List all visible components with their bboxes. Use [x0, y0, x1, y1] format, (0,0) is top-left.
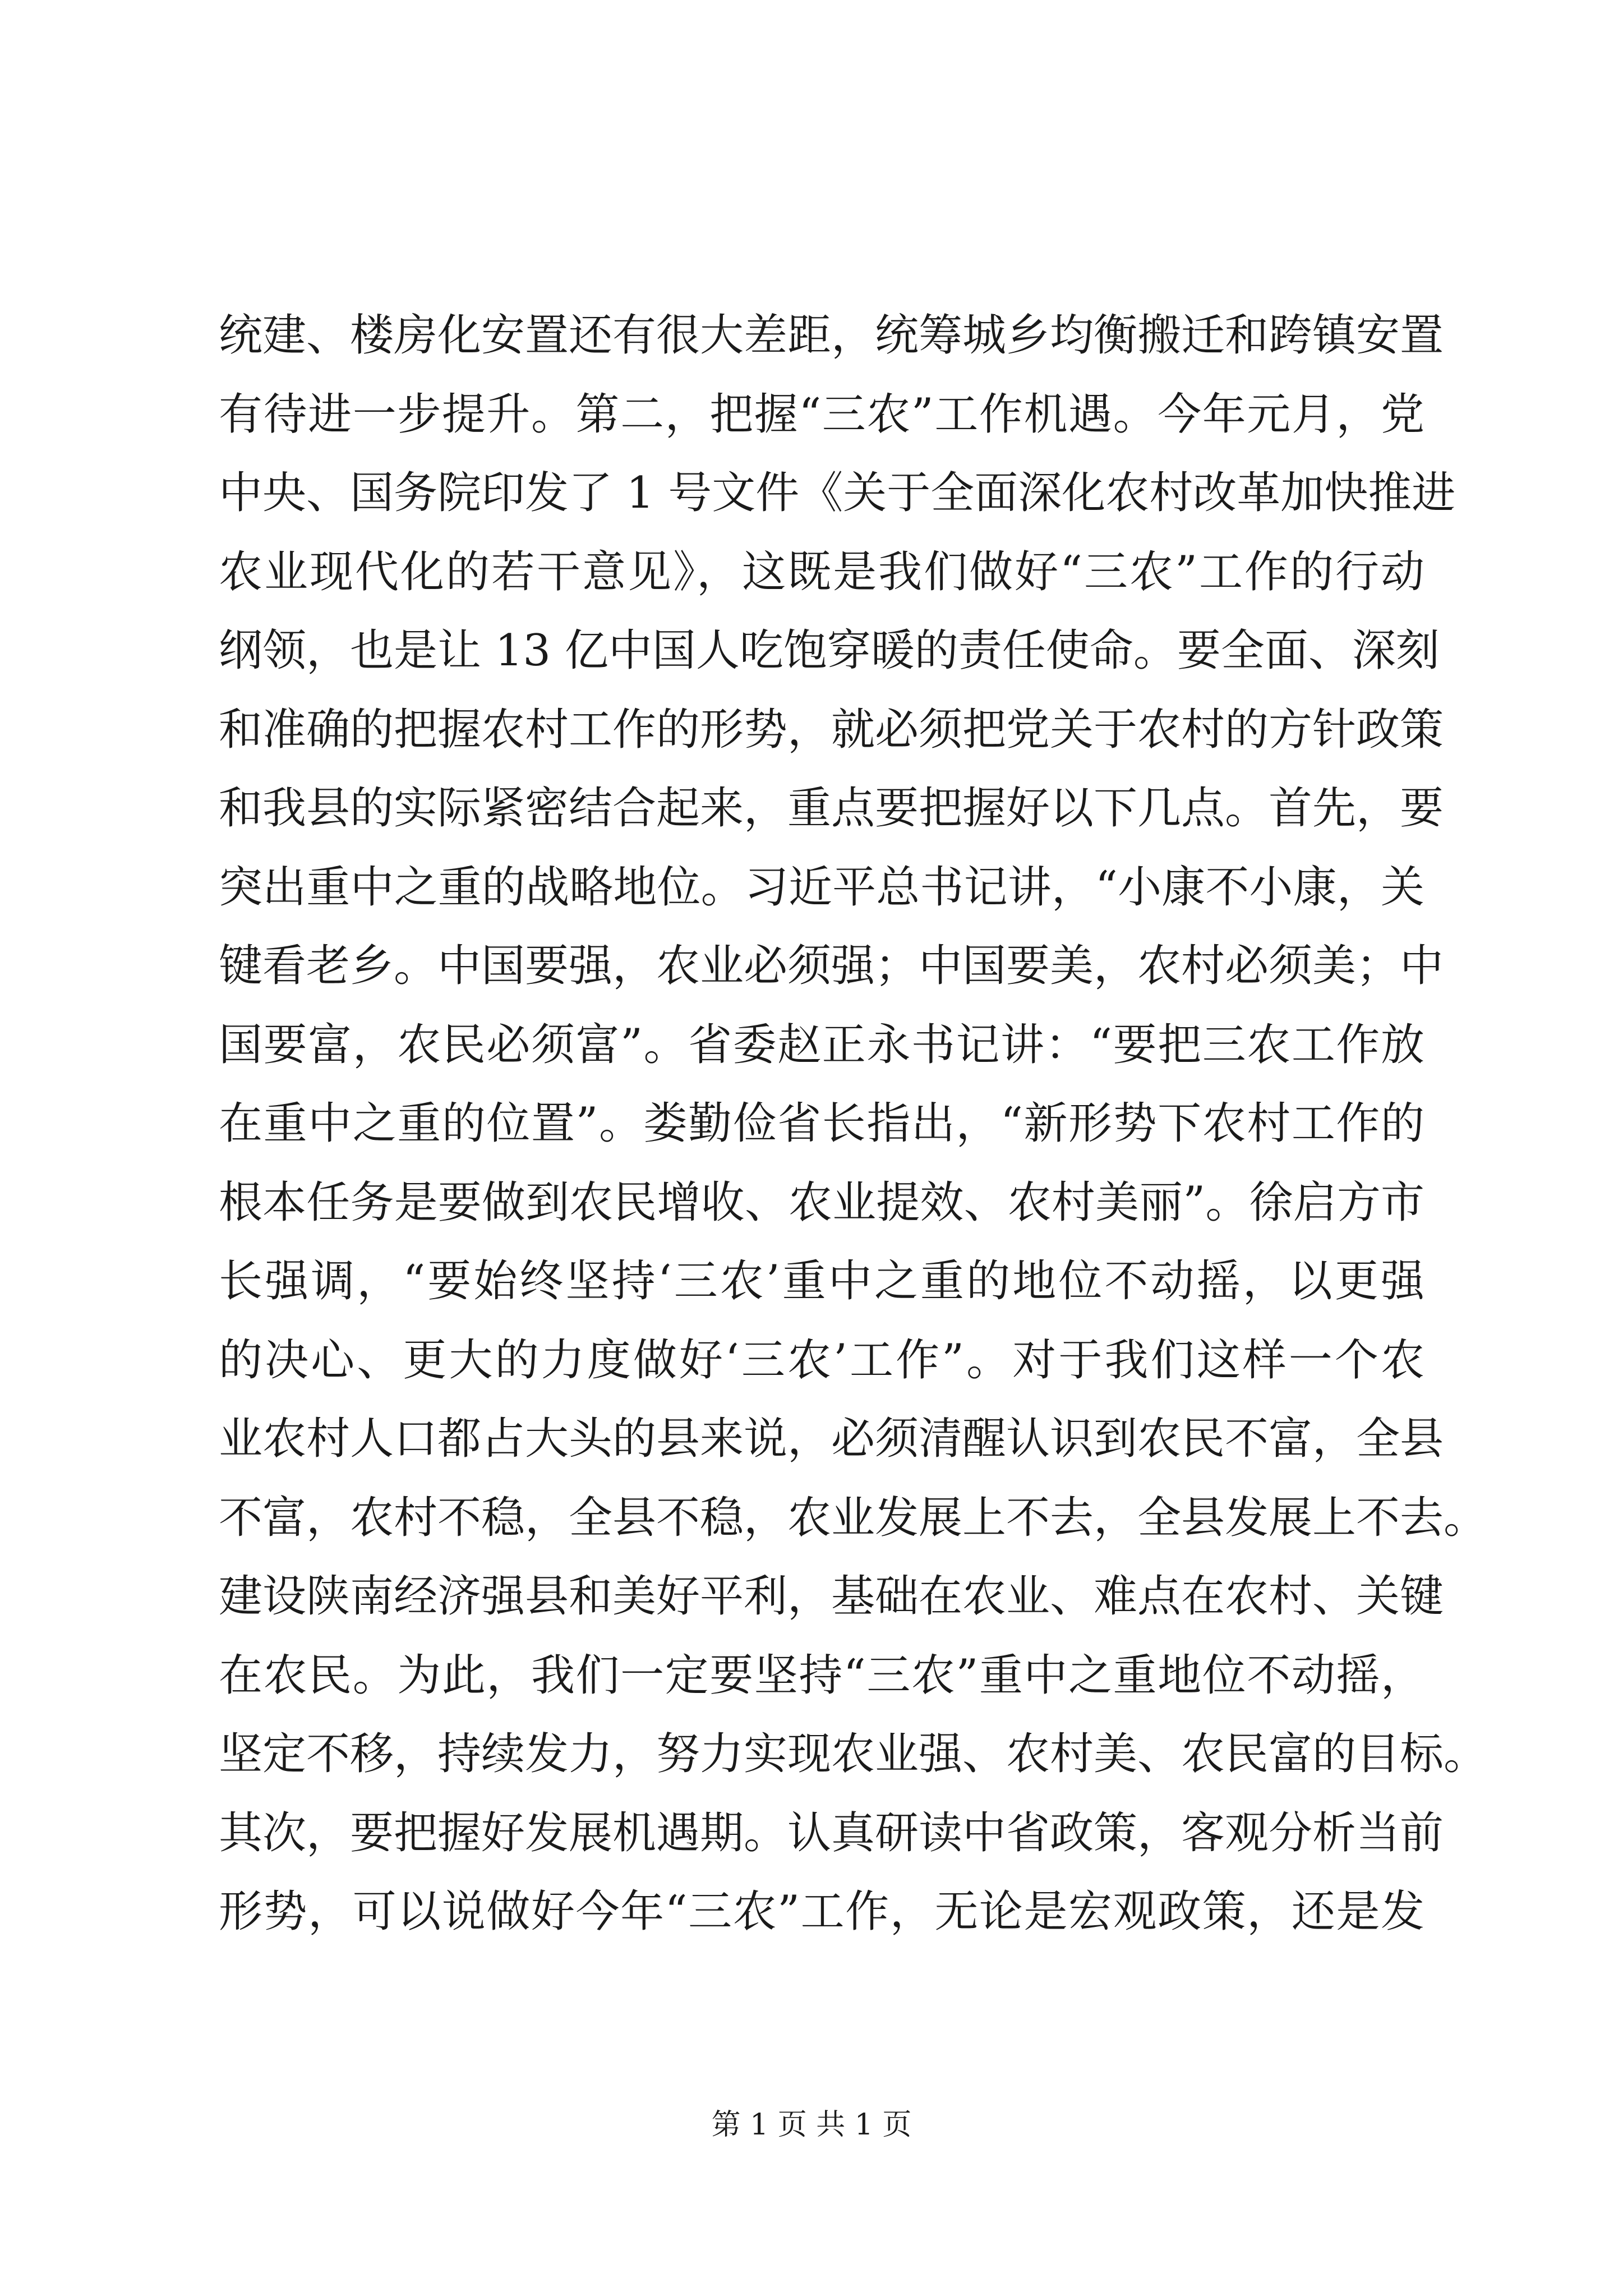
text-line: 有待进一步提升。第二，把握“三农”工作机遇。今年元月，党	[219, 389, 1424, 440]
text-line: 的决心、更大的力度做好‘三农’工作”。对于我们这样一个农	[219, 1335, 1424, 1386]
text-line: 农业现代化的若干意见》，这既是我们做好“三农”工作的行动	[219, 546, 1424, 597]
text-line: 键看老乡。中国要强，农业必须强；中国要美，农村必须美；中	[219, 941, 1444, 991]
text-line: 建设陕南经济强县和美好平利，基础在农业、难点在农村、关键	[219, 1571, 1444, 1622]
text-line: 在农民。为此，我们一定要坚持“三农”重中之重地位不动摇，	[219, 1650, 1424, 1701]
text-line: 和我县的实际紧密结合起来，重点要把握好以下几点。首先，要	[219, 783, 1444, 834]
text-line: 其次，要把握好发展机遇期。认真研读中省政策，客观分析当前	[219, 1807, 1444, 1858]
text-line: 纲领，也是让 13 亿中国人吃饱穿暖的责任使命。要全面、深刻	[219, 625, 1440, 676]
text-line: 在重中之重的位置”。娄勤俭省长指出，“新形势下农村工作的	[219, 1098, 1424, 1149]
text-line: 统建、楼房化安置还有很大差距，统筹城乡均衡搬迁和跨镇安置	[219, 310, 1444, 361]
page-footer	[0, 2101, 1623, 2143]
text-line: 中央、国务院印发了 1 号文件《关于全面深化农村改革加快推进	[219, 468, 1456, 518]
page-number-label: 第 1 页 共 1 页	[711, 2108, 912, 2142]
text-line: 不富，农村不稳，全县不稳，农业发展上不去，全县发展上不去。	[219, 1492, 1488, 1543]
text-line: 形势，可以说做好今年“三农”工作，无论是宏观政策，还是发	[219, 1887, 1424, 1937]
text-line: 根本任务是要做到农民增收、农业提效、农村美丽”。徐启方市	[219, 1177, 1424, 1228]
text-line: 业农村人口都占大头的县来说，必须清醒认识到农民不富，全县	[219, 1414, 1444, 1464]
body-text	[219, 296, 1488, 1952]
text-line: 突出重中之重的战略地位。习近平总书记讲，“小康不小康，关	[219, 862, 1424, 913]
text-line: 国要富，农民必须富”。省委赵正永书记讲：“要把三农工作放	[219, 1019, 1424, 1070]
text-line: 和准确的把握农村工作的形势，就必须把党关于农村的方针政策	[219, 704, 1444, 755]
text-line: 长强调，“要始终坚持‘三农’重中之重的地位不动摇，以更强	[219, 1256, 1424, 1306]
text-line: 坚定不移，持续发力，努力实现农业强、农村美、农民富的目标。	[219, 1729, 1488, 1779]
